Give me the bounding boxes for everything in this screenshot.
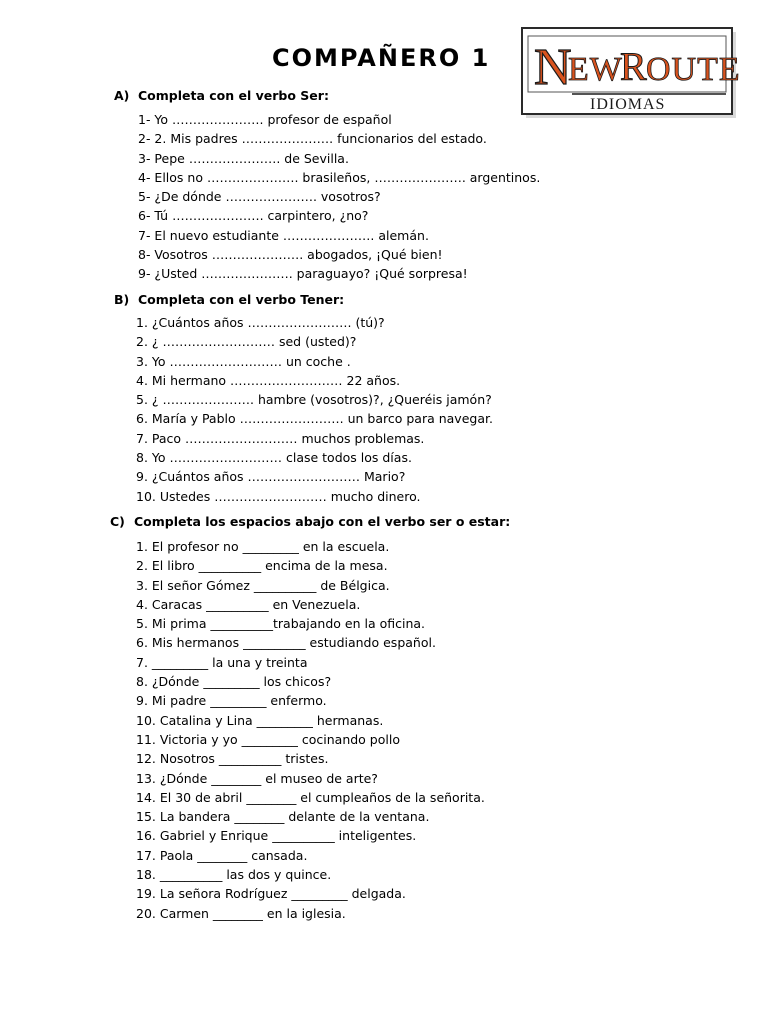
section-a-item: 2- 2. Mis padres …………………. funcionarios del estado. (138, 131, 487, 147)
section-a-item: 6- Tú …………………. carpintero, ¿no? (138, 208, 369, 224)
section-c-item: 12. Nosotros __________ tristes. (136, 751, 329, 767)
section-a-item: 1- Yo …………………. profesor de español (138, 112, 392, 127)
section-b-list (136, 313, 493, 506)
section-c-item: 2. El libro __________ encima de la mesa. (136, 558, 388, 574)
section-a-letter: A) (114, 88, 130, 103)
section-c-item: 5. Mi prima __________trabajando en la oficina. (136, 616, 426, 632)
section-b-item: 5. ¿ …………………. hambre (vosotros)?, ¿Queréis jamón? (136, 392, 492, 408)
section-c-item: 3. El señor Gómez __________ de Bélgica. (136, 577, 390, 593)
section-b-letter: B) (114, 292, 130, 307)
section-a-item: 9- ¿Usted …………………. paraguayo? ¡Qué sorpresa! (138, 266, 468, 282)
section-b-item: 2. ¿ ……………………… sed (usted)? (136, 334, 357, 350)
section-b-heading (114, 292, 344, 307)
section-c-item: 7. _________ la una y treinta (136, 654, 308, 670)
section-c-item: 11. Victoria y yo _________ cocinando pollo (136, 731, 400, 747)
section-a-item: 7- El nuevo estudiante …………………. alemán. (138, 227, 429, 243)
section-c-item: 16. Gabriel y Enrique __________ inteligentes. (136, 828, 417, 844)
section-b-title: Completa con el verbo Tener: (138, 292, 345, 307)
section-c-letter: C) (110, 514, 125, 529)
section-c-item: 13. ¿Dónde ________ el museo de arte? (136, 770, 378, 786)
new-route-logo (520, 24, 742, 120)
section-c-item: 6. Mis hermanos __________ estudiando español. (136, 635, 436, 651)
logo-graphic (520, 24, 742, 120)
section-a-item: 3- Pepe …………………. de Sevilla. (138, 150, 349, 166)
section-a-item: 4- Ellos no …………………. brasileños, …………………. argentinos. (138, 169, 541, 185)
section-b-item: 3. Yo ……………………… un coche . (136, 353, 351, 369)
section-c-item: 18. __________ las dos y quince. (136, 867, 332, 883)
svg-text:EW: EW (568, 51, 623, 88)
svg-text:R: R (620, 44, 647, 89)
section-c-list (136, 537, 485, 923)
section-a-item: 8- Vosotros …………………. abogados, ¡Qué bien! (138, 247, 443, 263)
svg-text:OUTE: OUTE (646, 51, 741, 88)
section-c-item: 4. Caracas __________ en Venezuela. (136, 596, 361, 612)
section-b-item: 7. Paco ……………………… muchos problemas. (136, 430, 425, 446)
section-a-heading (114, 88, 329, 103)
section-a-list (138, 110, 540, 284)
section-c-item: 1. El profesor no _________ en la escuela. (136, 539, 390, 554)
section-c-item: 17. Paola ________ cansada. (136, 847, 308, 863)
section-c-item: 14. El 30 de abril ________ el cumpleaños de la señorita. (136, 789, 485, 805)
section-c-item: 20. Carmen ________ en la iglesia. (136, 905, 346, 921)
section-c-item: 9. Mi padre _________ enfermo. (136, 693, 327, 709)
svg-text:IDIOMAS: IDIOMAS (590, 96, 666, 113)
section-c-item: 8. ¿Dónde _________ los chicos? (136, 674, 332, 690)
section-a-item: 5- ¿De dónde …………………. vosotros? (138, 189, 381, 205)
section-b-item: 4. Mi hermano ……………………… 22 años. (136, 372, 401, 388)
page-title: COMPAÑERO 1 (272, 44, 491, 72)
section-c-title: Completa los espacios abajo con el verbo ser o estar: (134, 514, 511, 529)
section-c-item: 15. La bandera ________ delante de la ventana. (136, 809, 430, 825)
section-c-item: 10. Catalina y Lina _________ hermanas. (136, 712, 384, 728)
section-b-item: 10. Ustedes ……………………… mucho dinero. (136, 488, 421, 504)
section-b-item: 8. Yo ……………………… clase todos los días. (136, 450, 412, 466)
section-c-item: 19. La señora Rodríguez _________ delgada. (136, 886, 406, 902)
svg-text:N: N (534, 39, 572, 96)
section-c-heading (110, 514, 510, 529)
section-b-item: 1. ¿Cuántos años ……………………. (tú)? (136, 315, 385, 330)
section-b-item: 9. ¿Cuántos años ……………………… Mario? (136, 469, 406, 485)
section-b-item: 6. María y Pablo ……………………. un barco para navegar. (136, 411, 493, 427)
section-a-title: Completa con el verbo Ser: (138, 88, 329, 103)
